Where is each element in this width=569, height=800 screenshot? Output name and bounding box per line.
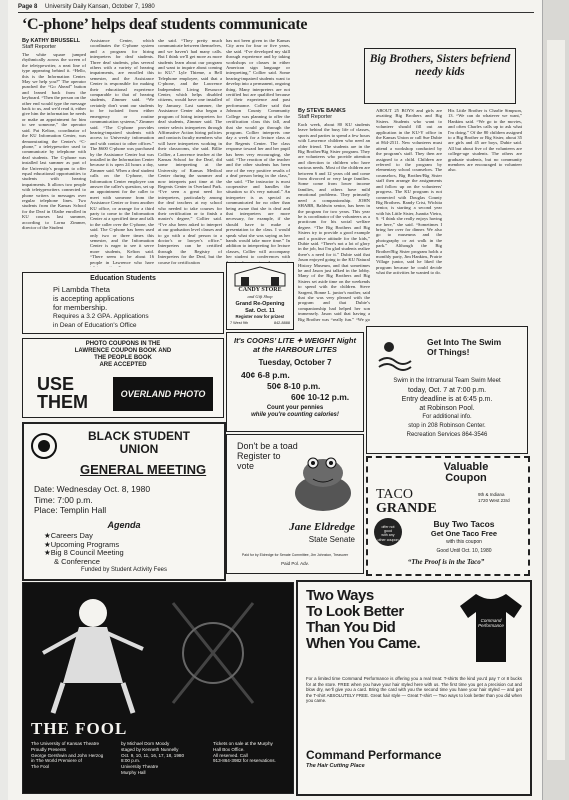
command-brand: Command Performance (306, 748, 442, 762)
overland-photo-logo: OVERLAND PHOTO (113, 377, 213, 411)
candy-store-name: CANDY STORE (238, 287, 282, 293)
command-tagline: The Hair Cutting Place (306, 763, 365, 769)
eldredge-vote-ad: Don't be a toad Register to vote Jane Eldredge State Senate Paid for by Eldredge for Senate Committee, Jim Johnston, Treasurer Paid Pol. Adv. (226, 434, 364, 574)
bsu-agenda-title: Agenda (107, 520, 141, 530)
main-headline: ‘C-phone’ helps deaf students communicate (22, 16, 308, 33)
newspaper-page (8, 0, 542, 800)
sidebar-headline: Big Brothers, Sisters befriend needy kids (364, 48, 516, 104)
coors-lite-night-ad: It's COORS’ LITE ✦ WEIGHT Night at the HARBOUR LITES Tuesday, October 7 40¢ 6-8 p.m. 50¢ 8-10 p.m. 60¢ 10-12 p.m. Count your pennies while you're counting calories! (226, 332, 364, 432)
eldredge-slogan: Don't be a toad Register to vote (237, 441, 298, 471)
coors-title: It's COORS’ LITE ✦ WEIGHT Night (234, 336, 356, 345)
command-body: For a limited time Command Performance is offering you a real treat: T-shirts the kind you’d pay 7 or 8 bucks for at the store. FREE when you have your hair styled here with us. The first time you get a precision cut and blow dry, we’ll give you a card. Bring the card with you the second time you have your hair styled — and get the T-shirt ABSOLUTELY FREE. Great hair style — Great T-shirt — Two ways to look better than you did when you came. (306, 676, 522, 704)
coors-price-list: 40¢ 6-8 p.m. 50¢ 8-10 p.m. 60¢ 10-12 p.m. (241, 370, 350, 402)
command-performance-ad (296, 580, 532, 796)
coupon-header: Valuable Coupon (443, 461, 489, 484)
education-students-ad: Education Students Pi Lambda Theta is accepting applications for membership. Requires a 3.2 GPA. Applications in Dean of Education's Office (22, 272, 224, 334)
offer-restriction-badge: offer not good with any other coupon (374, 518, 402, 546)
swim-details: Swim in the Intramural Team Swim Meet today, Oct. 7 at 7:00 p.m. Entry deadline is at 6:45 p.m. at Robinson Pool. For additional info. stop in 208 Robinson Center. Recreation Services 864-3546 (393, 378, 501, 438)
agenda-item: ★Big 8 Council Meeting (44, 548, 124, 557)
main-article-col-3: she said. “They pretty much communicate between themselves, and we haven't had many calls. But I think we'll get more as more students learn about our program and want to inquire about coming to KU.” Lyle Thieme, a Bell Telephone employee, said that a C-phone, and the Lawrence Independent Living Resource Center, which helps disabled citizens, would have one installed by January. Last summer, the Assistance Center also began a program of hiring interpreters for deaf students, Zimmer said. The center selects interpreters through Affirmative Action hiring policies and contacts faculty members who will have interpreters working in their classrooms, she said. Billie Collier, a Lawrence teacher at the Kansas School for the Deaf, did some interpreting at the University of Kansas Medical Center during the summer and now interprets part time at the Regents Center in Overland Park. “I've seen a great need for interpreters, particularly among the deaf teachers at my school who needed to take courses for their certification or to finish a master's degree,” Collier said. “I've also been asked to interpret at our graduation level classes and to go with a deaf person to a doctor's or lawyer's office.” Interpreters can be certified through the Registry of Interpreters for the Deaf, but the course for certification (158, 38, 222, 265)
fool-credits: by Michael Dorn Moody staged by Kenneth Nunnelly Oct. 9, 10, 11, 16, 17, 18, 1980 8:00 p.m. University Theatre Murphy Hall (121, 741, 184, 775)
command-headline: Two Ways To Look Better Than You Did When You Came. (306, 587, 421, 652)
adjacent-page-edge (542, 0, 569, 800)
the-fool-title: THE FOOL (31, 719, 128, 738)
bsu-title: BLACK STUDENT UNION (88, 429, 190, 456)
taco-offer: Buy Two Tacos Get One Taco Free with this coupon Good Until Oct. 10, 1980 (430, 519, 498, 554)
taco-addresses: 9th & Indiana 1720 West 23rd (478, 492, 510, 503)
bsu-agenda-list (44, 532, 124, 566)
main-article-col-2: Assistance Center, which coordinates the C-phone system and a program for hiring interpreters for deaf students. Three deaf students, plus several others with a variety of hearing impairments, are enrolled this semester, and the Assistance Center is responsible for making their educational experience comparable to that of hearing students, Zimmer said. “We certainly don't want our students to be isolated from either emergency or routine communication systems,” Zimmer said. “The C-phone provides hearing-impaired students with access to University information and with contact to other offices.” The $600 C-phone was purchased by the Assistance Center but was installed in the Information Center because it is open 24 hours a day, Zimmer said. When a deaf student calls on the C-phone, the Information Center employee can answer the caller's question, set up an appointment for the caller to meet with someone from the Assistance Center or from another KU office, or arrange for a third party to come to the Information Center at a specified time and talk to the caller over the C-phone, she said. The C-phone has been used only two or three times this semester, and the Information Center is eager to see it serve more students, Kelton said. “There seem to be about 16 people in Lawrence who have (90, 38, 154, 265)
taco-slogan: “The Proof is in the Taco” (407, 558, 485, 566)
sidebar-article-col-1: Each week, about 80 KU students leave behind the busy life of classes, sports and parties to spend a few hours with Lawrence children who need an older friend. The students are in the Big Brother/Big Sister program. They are volunteers who provide attention and direction to children who have various needs. Most of the children are between 6 and 12 years old and come from divorced or very large families. Some come from lower income families, and others have mild emotional problems. They primarily need a companionship. JOHN SHABB, Baldwin senior, has been in the program for two years. This year he is coordinator of the volunteers as a practicum for his social welfare degree. “The Big Brothers and Big Sisters try to provide a good example and a positive attitude for the kids,” Dubie said. “There's not a lot of glory in the job, but I'm glad students realize there's a need for it.” Dubie said that Jason enjoyed going to the KU Natural History Museum, and that sometimes he and Jason just talked in the lobby. Many of the Big Brothers and Big Sisters set aside time on the weekends to spend with the children. Steve Sargent, Bonne L. junior's mother, said that she was very pleased with the program and that Dubie’s companionship had helped her son immensely. Jason said that having a Big Brother was “really fun.” “We go (298, 122, 370, 322)
agenda-item: & Conference (54, 556, 100, 566)
candidate-name: Jane Eldredge (289, 521, 355, 533)
candy-store-ad: CANDY STORE and Gift Shop Grand Re-Opening Sat. Oct. 11 Register now for prizes! 7 West 9th 842-8888 (226, 262, 294, 330)
swim-meet-ad (366, 326, 528, 454)
toad-illustration-icon (287, 443, 357, 515)
jester-illustration-icon (23, 583, 293, 719)
taco-grande-coupon[interactable] (366, 456, 530, 576)
agenda-item: ★Careers Day (44, 531, 93, 540)
coors-subtitle: at the HARBOUR LITES (253, 345, 337, 354)
main-byline: By KATHY BRUSSELL Staff Reporter (22, 38, 81, 50)
swim-title: Get Into The Swim Of Things! (427, 337, 502, 357)
paper-date: University Daily Kansan, October 7, 1980 (45, 4, 155, 10)
bsu-details: Date: Wednesday Oct. 8, 1980 Time: 7:00 p.m. Place: Templin Hall (34, 484, 151, 515)
sidebar-article-col-3: His Little Brother is Charlie Simpson, 13. “We can do whatever we want,” Hankins said. “We go to the movies, and often Charles calls up to ask what I'm doing.” Of the 80 children assigned to a Big Brother or Big Sister, about 35 are girls and 45 are boys, Dubie said. All but about five of the volunteers are college-age students. The others are graduate students, but no community members are encouraged to volunteer also. (448, 108, 522, 173)
swimmer-icon (375, 335, 415, 375)
photo-coupons-ad: PHOTO COUPONS IN THE LAWRENCE COUPON BOOK AND THE PEOPLE BOOK ARE ACCEPTED USE THEM OVERLAND PHOTO (22, 338, 224, 418)
photo-ad-use-them: USE THEM (37, 374, 88, 412)
bsu-funded: Funded by Student Activity Fees (80, 567, 168, 573)
fool-production: The University of Kansas Theatre Proudly Presents George Gershwin and John Herzog in The World Premiere of The Fool (31, 741, 104, 770)
storefront-icon (233, 266, 287, 288)
bsu-general-meeting: GENERAL MEETING (80, 462, 207, 477)
main-article-col-1: The white square jumped rhythmically across the screen of the teletypewriter, a neat line of type appearing behind it. “Hello, this is the Information Center. May we help you?” The operator punched the “Go Ahead” button and leaned back from the keyboard. “Then the person on the other end would type the message back to us, and we'd read it, either give him the information he needs or make an appointment for him to see someone,” the operator said. Pat Kelton, coordinator of the KU Information Center, was demonstrating the Center's “C-phone,” a teletypewriter used to communicate by telephone with deaf students. The C-phone was installed last summer as part of the University's program to offer equal educational opportunities to students with hearing impairments. It allows two people with teletypewriters connected to phone writers to messages over regular telephone lines. Two students from the Kansas School for the Deaf in Olathe enrolled in KU courses last summer, according to Lorna Zimmer, director of the Student (22, 52, 86, 230)
header-rule (18, 12, 534, 13)
sidebar-byline: By STEVE BANKS Staff Reporter (298, 108, 346, 120)
candidate-office: State Senate (308, 535, 355, 544)
agenda-item: ★Upcoming Programs (44, 539, 120, 549)
main-article-col-4: has not been given in the Kansas City area for four or five years, she said. “I've developed my skill through experience and by taking workshops or classes in either American sign language or interpreting,” Collier said. Some hearing-impaired students want to develop into a permanent, ongoing thing. Many interpreters are not certified but are qualified because of their experience and past performance. Collier said that Johnson County Community College was planning to offer the certification class this fall, and that she would go through the program. Collier interprets one day a week for a lecture class at the Regents Center. The class response toward her and her pupil has been very encouraging, she said. “The reaction of the teacher and the other students has been one of the very positive results of a deaf person being in the class,” she said. “The instructor is most cooperative and handles the situation so it's very natural.” An interpreter is as special as communicated for no other than being aware that she is deaf and that interpreters are more necessary, for example, if she should have to make a presentation to the class. I would speak what she was saying as her hands would take more time.” In addition to interpreting for lecture classes, Collier will accompany her student to conferences with (226, 38, 290, 260)
tshirt-logo: Command Performance (478, 618, 504, 628)
black-student-union-ad (22, 422, 226, 581)
page-header (18, 4, 155, 10)
the-fool-theatre-ad (22, 582, 294, 794)
education-ad-title: Education Students (90, 275, 156, 282)
taco-grande-logo: TACO GRANDE (376, 487, 437, 516)
sidebar-article-col-2: ABOUT 25 BOYS and girls are awaiting Big Brothers and Big Sisters. Students who want to volunteer should fill out an application in the KU-Y office in the Kansas Union or call Sue Dubie at 864-2511. New volunteers must attend a workshop conducted by the program's staff. They then are assigned to a child. Children are referred to the program by elementary school counselors. The counselors, Big Brother/Big Sister staff then arrange the assignments and follow up on the volunteers' progress. The KU program is not connected with Douglas County Big Brothers. Randy Crist, Wichita senior, is starting a second year with his Little Sister, Juanita Vieira, 9. “I think she really enjoys having me here,” she said. “Sometimes I bring her over for dinner. We also go to museums and the photography or art walk in the park.” Although the Big Brother/Big Sister program holds a monthly party, Jim Hankins, Prairie Village junior, said he liked the program because he could decide what the activities he wanted to do. (376, 108, 442, 276)
page-number: Page 8 (18, 4, 38, 10)
bsu-logo-icon (30, 432, 58, 460)
education-ad-org: Pi Lambda Theta (53, 285, 110, 294)
fool-tickets: Tickets on sale at the Murphy Hall Box Office. All reserved. Call 913-864-3982 for reservations. (213, 741, 276, 764)
